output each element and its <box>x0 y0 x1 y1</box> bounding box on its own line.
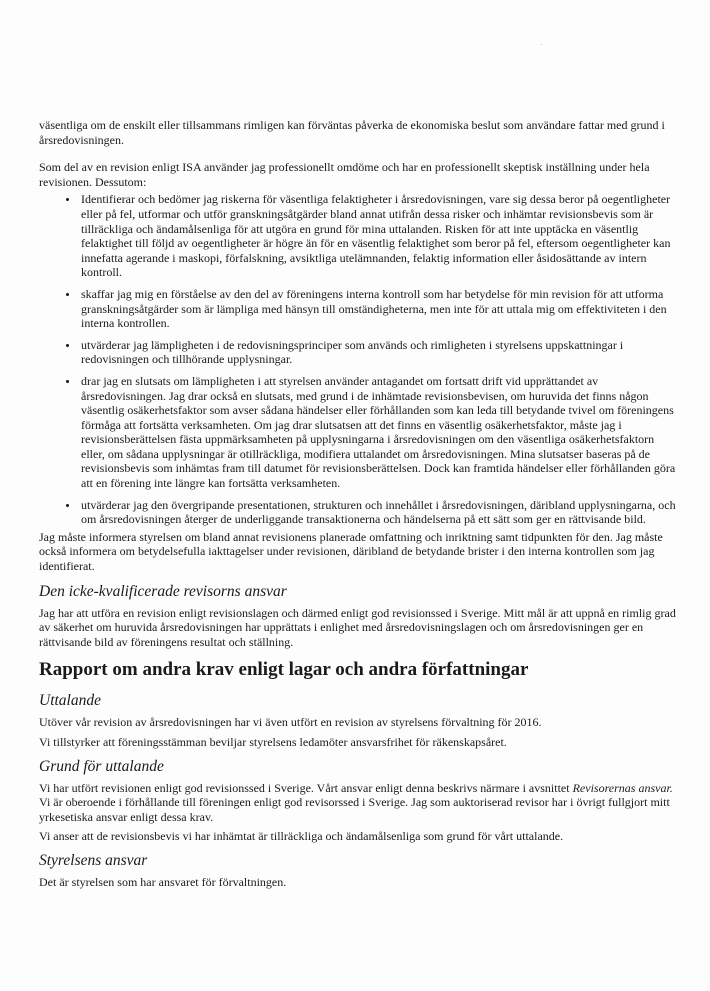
section-heading-uttalande: Uttalande <box>39 692 101 710</box>
section-heading-styrelsens: Styrelsens ansvar <box>39 851 148 869</box>
grund-text-b: Vi är oberoende i förhållande till föreningen enligt god revisorssed i Sverige. Jag som auktoriserad revisor har i övrigt fullgjort mitt yrkesetiska ansvar enligt dessa krav. <box>39 795 670 824</box>
grund-paragraph-1 <box>39 781 679 825</box>
list-item: • Identifierar och bedömer jag riskerna för väsentliga felaktigheter i årsredovisningen, vare sig dessa beror på oegentligheter eller på fel, utformar och utför granskningsåtgärder bland annat utifrån dessa risker och inhämtar revisionsbevis som är tillräckliga och ändamålsenliga för att utgöra en grund för mina uttalanden. Risken för att inte upptäcka en väsentlig felaktighet till följd av oegentligheter är högre än för en väsentlig felaktighet som beror på fel, eftersom oegentligheter kan innefatta agerande i maskopi, förfalskning, avsiktliga utelämnanden, felaktig information eller åsidosättande av intern kontroll. <box>79 192 679 280</box>
uttalande-paragraph-1: Utöver vår revision av årsredovisningen har vi även utfört en revision av styrelsens förvaltning för 2016. <box>39 715 542 730</box>
styrelsens-paragraph-1: Det är styrelsen som har ansvaret för förvaltningen. <box>39 874 287 889</box>
professional-judgement-paragraph: Som del av en revision enligt ISA använder jag professionellt omdöme och har en professionellt skeptisk inställning under hela revisionen. Dessutom: <box>39 160 650 189</box>
document-page <box>39 118 679 890</box>
revisorernas-ansvar-reference: Revisorernas ansvar. <box>572 780 673 795</box>
inform-board-paragraph: Jag måste informera styrelsen om bland annat revisionens planerade omfattning och inriktning samt tidpunkten för den. Jag måste också informera om betydelsefulla iakttagelser under revisionen, däribland de betydande brister i den interna kontrollen som jag identifierat. <box>39 529 663 574</box>
icke-kvalificerade-paragraph: Jag har att utföra en revision enligt revisionslagen och därmed enligt god revisionssed i Sverige. Mitt mål är att uppnå en rimlig grad av säkerhet om huruvida årsredovisningen har upprättats i enlighet med årsredovisningslagen och om årsredovisningen ger en rättvisande bild av föreningens resultat och ställning. <box>39 605 676 649</box>
scan-speck <box>541 44 542 45</box>
uttalande-paragraph-2: Vi tillstyrker att föreningsstämman beviljar styrelsens ledamöter ansvarsfrihet för räkenskapsåret. <box>39 735 507 749</box>
intro-paragraph: väsentliga om de enskilt eller tillsammans rimligen kan förväntas påverka de ekonomiska beslut som användare fattar med grund i årsredovisningen. <box>39 118 665 147</box>
audit-procedures-list <box>39 192 679 526</box>
section-heading-icke-kvalificerade: Den icke-kvalificerade revisorns ansvar <box>39 582 287 600</box>
grund-text-a: Vi har utfört revisionen enligt god revisionssed i Sverige. Vårt ansvar enligt denna beskrivs närmare i avsnittet <box>39 780 573 795</box>
list-item: • utvärderar jag den övergripande presentationen, strukturen och innehållet i årsredovisningen, däribland upplysningarna, och om årsredovisningen återger de underliggande transaktionerna och händelserna på ett sätt som ger en rättvisande bild. <box>79 498 679 527</box>
section-heading-grund: Grund för uttalande <box>39 757 164 775</box>
grund-paragraph-2: Vi anser att de revisionsbevis vi har inhämtat är tillräckliga och ändamålsenliga som grund för vårt uttalande. <box>39 829 564 844</box>
main-heading-rapport: Rapport om andra krav enligt lagar och andra författningar <box>39 659 529 681</box>
list-item: • skaffar jag mig en förståelse av den del av föreningens interna kontroll som har betydelse för min revision för att utforma granskningsåtgärder som är lämpliga med hänsyn till omständigheterna, men inte för att uttala mig om effektiviteten i den interna kontrollen. <box>79 287 679 331</box>
list-item: • utvärderar jag lämpligheten i de redovisningsprinciper som används och rimligheten i styrelsens uppskattningar i redovisningen och tillhörande upplysningar. <box>79 338 679 367</box>
list-item: • drar jag en slutsats om lämpligheten i att styrelsen använder antagandet om fortsatt drift vid upprättandet av årsredovisningen. Jag drar också en slutsats, med grund i de inhämtade revisionsbevisen, om huruvida det finns någon väsentlig osäkerhetsfaktor som avser sådana händelser eller förhållanden som kan leda till betydande tvivel om föreningens förmåga att fortsätta verksamheten. Om jag drar slutsatsen att det finns en väsentlig osäkerhetsfaktor, måste jag i revisionsberättelsen fästa uppmärksamheten på upplysningarna i årsredovisningen om den väsentliga osäkerhetsfaktorn eller, om sådana upplysningar är otillräckliga, modifiera uttalandet om årsredovisningen. Mina slutsatser baseras på de revisionsbevis som inhämtas fram till datumet för revisionsberättelsen. Dock kan framtida händelser eller förhållanden göra att en förening inte längre kan fortsätta verksamheten. <box>79 374 679 491</box>
